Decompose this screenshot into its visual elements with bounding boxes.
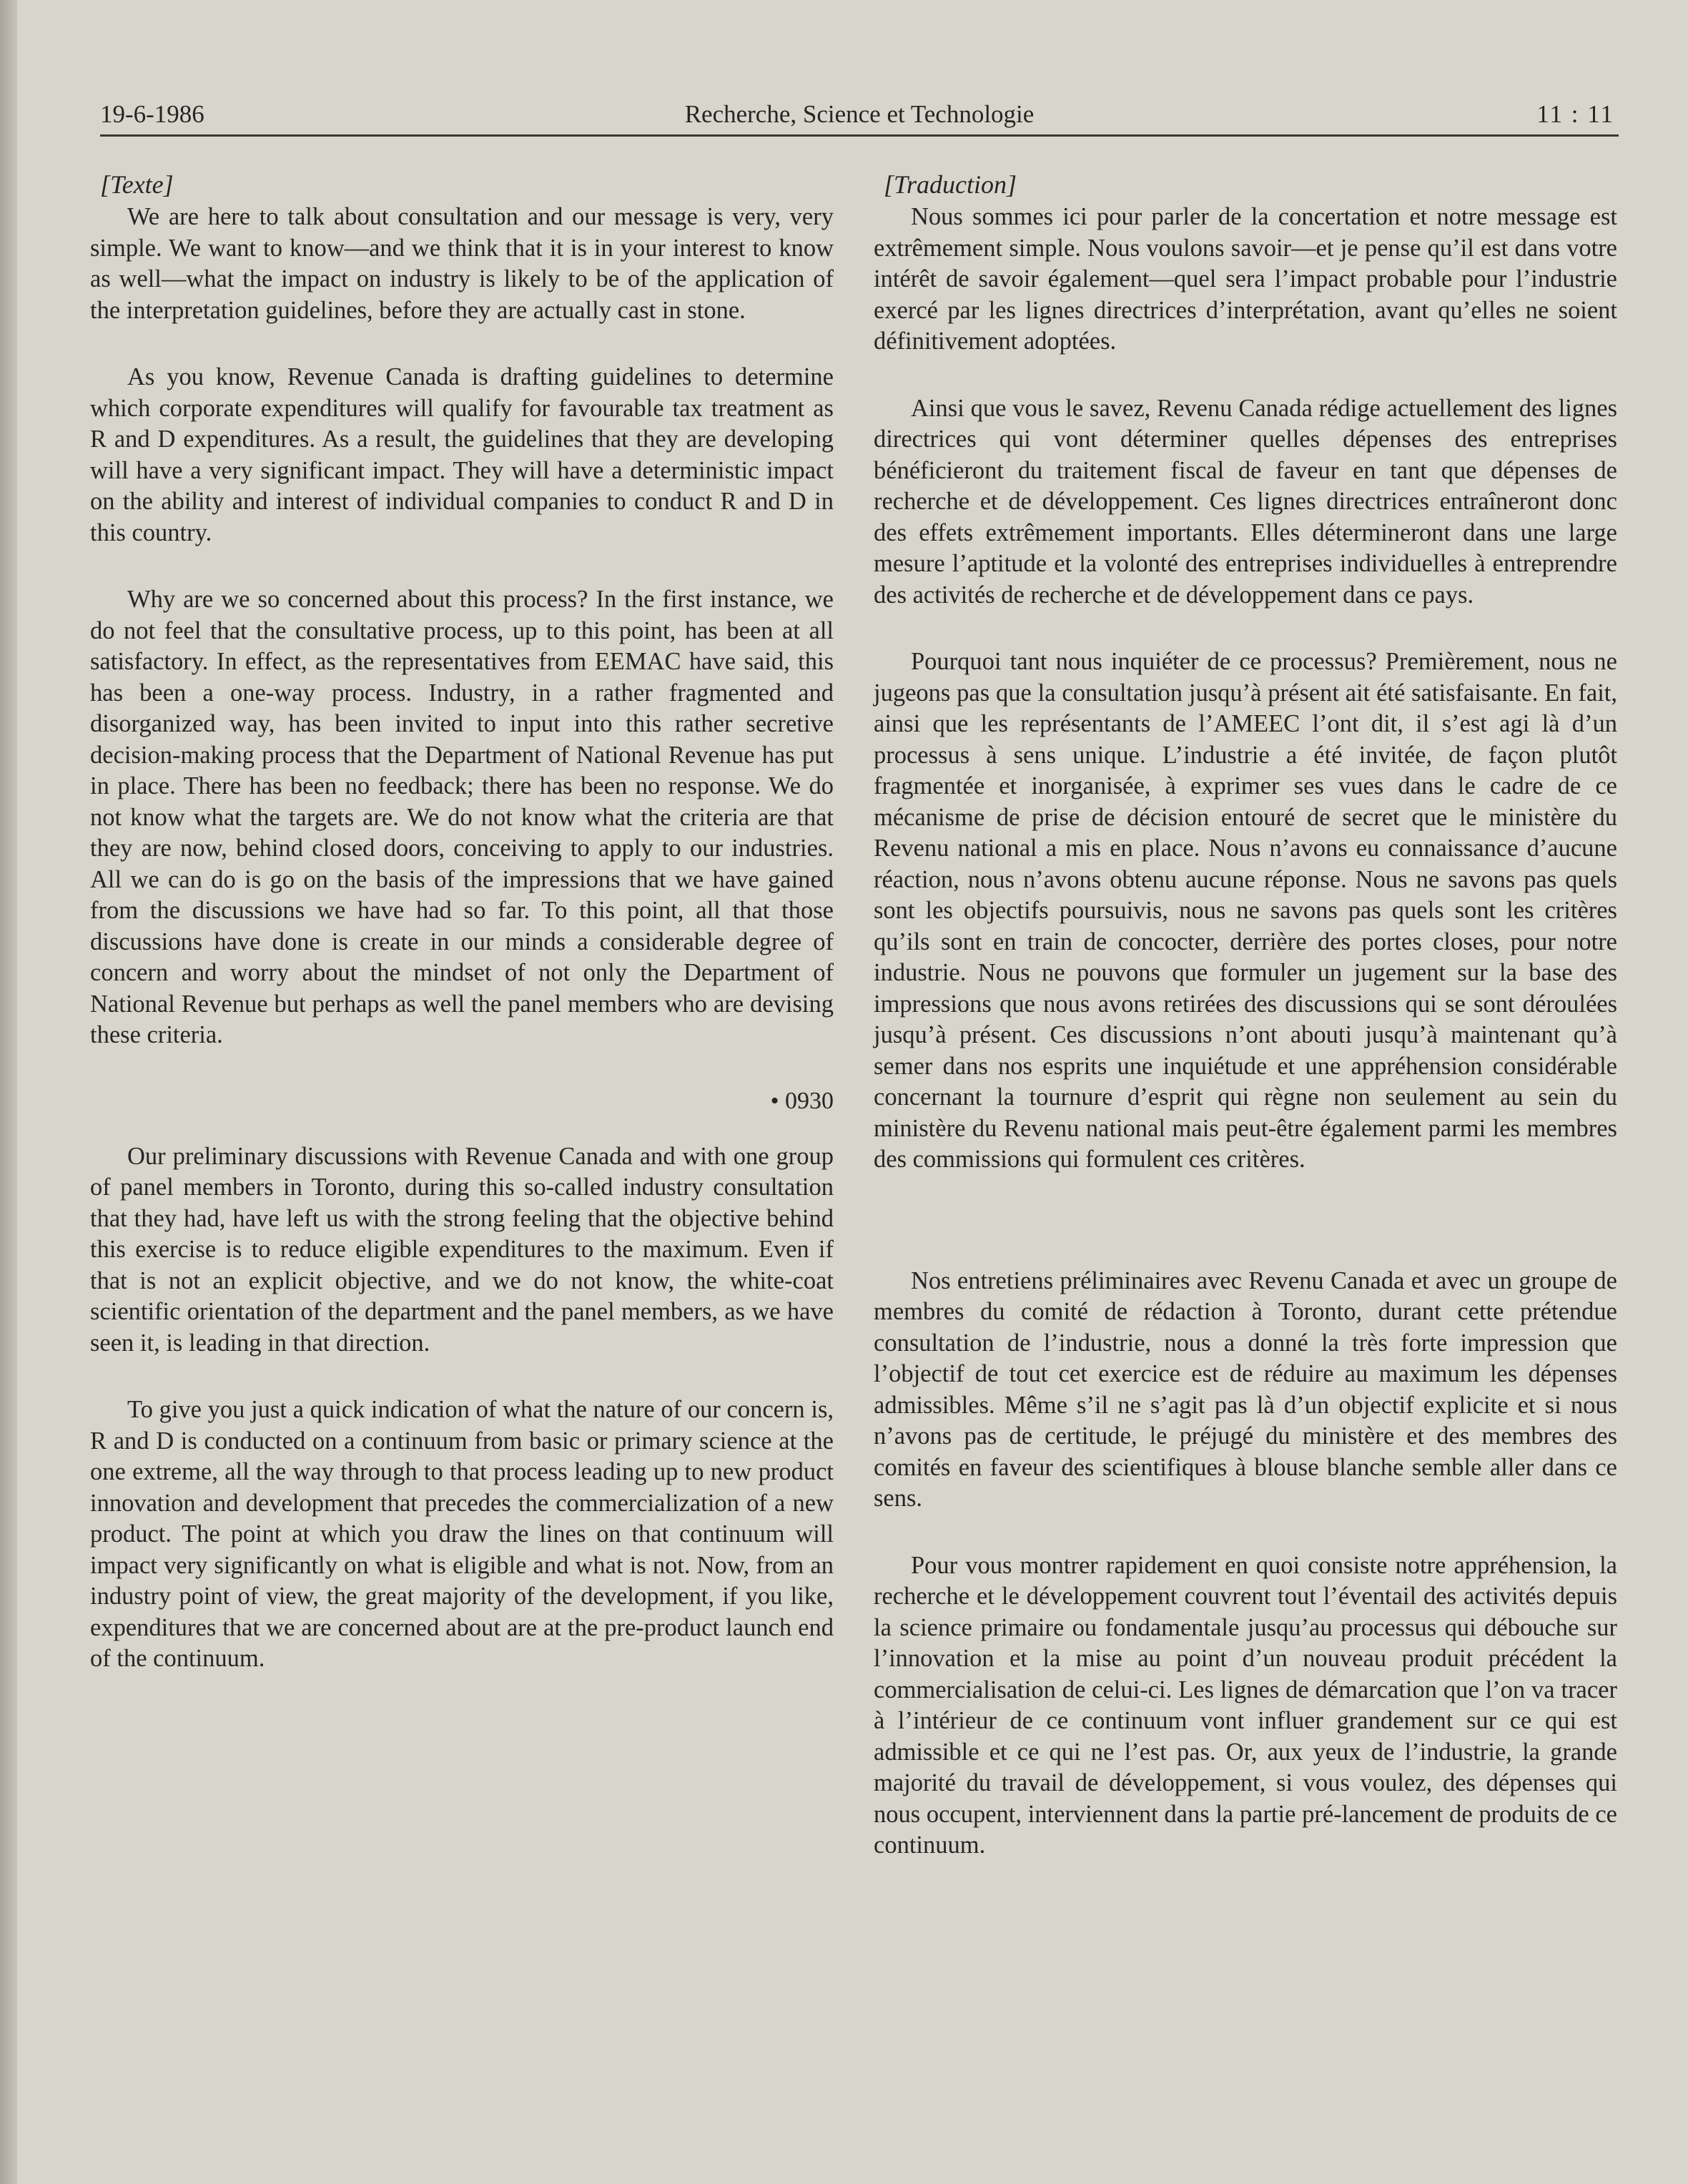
- text-tag: [Texte]: [100, 170, 174, 199]
- header-page-number: 11 : 11: [1536, 100, 1614, 128]
- english-column: [90, 167, 834, 1711]
- time-marker-spacer: [874, 1209, 1617, 1266]
- header-title: Recherche, Science et Technologie: [684, 100, 1035, 128]
- paragraph: As you know, Revenue Canada is drafting guidelines to determine which corporate expenditures will qualify for favourable tax treatment as R and D expenditures. As a result, the guidelines that they are developing will have a very significant impact. They will have a deterministic impact on the ability and interest of individual companies to conduct R and D in this country.: [90, 363, 834, 546]
- paragraph: Our preliminary discussions with Revenue Canada and with one group of panel members in Toronto, during this so-called industry consultation that they had, have left us with the strong feeling that the objective behind this exercise is to reduce eligible expenditures to the maximum. Even if that is not an explicit objective, and we do not know, the white-coat scientific orientation of the department and the panel members, as we have seen it, is leading in that direction.: [90, 1142, 834, 1357]
- french-column: [874, 167, 1617, 1897]
- paragraph: Nous sommes ici pour parler de la concertation et notre message est extrêmement simple. Nous voulons savoir—et je pense qu’il est dans votre intérêt de savoir également—quel sera l’impact probable pour l’industrie exercé par les lignes directrices d’interprétation, avant qu’elles ne soient définitivement adoptées.: [874, 203, 1617, 355]
- paragraph: Pourquoi tant nous inquiéter de ce processus? Premièrement, nous ne jugeons pas que la consultation jusqu’à présent ait été satisfaisante. En fait, ainsi que les représentants de l’AMEEC l’ont dit, il s’est agi là d’un processus à sens unique. L’industrie a été invitée, de façon plutôt fragmentée et inorganisée, à exprimer ses vues dans le cadre de ce mécanisme de prise de décision entouré de secret que le ministère du Revenu national a mis en place. Nous n’avons eu connaissance d’aucune réaction, nous n’avons obtenu aucune réponse. Nous ne savons pas quels sont les objectifs poursuivis, nous ne savons pas quels sont les critères qu’ils sont en train de concocter, derrière des portes closes, pour notre industrie. Nous ne pouvons que formuler un jugement sur la base des impressions que nous avons retirées des discussions qui se sont déroulées jusqu’à présent. Ces discussions n’ont abouti jusqu’à maintenant qu’à semer dans nos esprits une inquiétude et une appréhension considérable concernant la tournure d’esprit qui règne non seulement au sein du ministère du Revenu national mais peut-être également parmi les membres des commissions qui formulent ces critères.: [874, 648, 1617, 1173]
- page-header: [100, 94, 1619, 137]
- translation-tag: [Traduction]: [884, 170, 1017, 199]
- page-binding-edge: [0, 0, 17, 2184]
- paragraph: Why are we so concerned about this process? In the first instance, we do not feel that the consultative process, up to this point, has been at all satisfactory. In effect, as the representatives from EEMAC have said, this has been a one-way process. Industry, in a rather fragmented and disorganized way, has been invited to input into this rather secretive decision-making process that the Department of National Revenue has put in place. There has been no feedback; there has been no response. We do not know what the targets are. We do not know what the criteria are that they are now, behind closed doors, conceiving to apply to our industries. All we can do is go on the basis of the impressions that we have gained from the discussions we have had so far. To this point, all that those discussions have done is create in our minds a considerable degree of concern and worry about the mindset of not only the Department of National Revenue but perhaps as well the panel members who are devising these criteria.: [90, 586, 834, 1048]
- paragraph: Nos entretiens préliminaires avec Revenu Canada et avec un groupe de membres du comité de rédaction à Toronto, durant cette prétendue consultation de l’industrie, nous a donné la très forte impression que l’objectif de tout cet exercice est de réduire au maximum les dépenses admissibles. Même s’il ne s’agit pas là d’un objectif explicite et si nous n’avons pas de certitude, le préjugé du ministère et des membres des comités en faveur des scientifiques à blouse blanche semble aller dans ce sens.: [874, 1266, 1617, 1512]
- paragraph: Ainsi que vous le savez, Revenu Canada rédige actuellement des lignes directrices qui vont déterminer quelles dépenses des entreprises bénéficieront du traitement fiscal de faveur en tant que dépenses de recherche et de développement. Ces lignes directrices entraîneront donc des effets extrêmement importants. Elles détermineront dans une large mesure l’aptitude et la volonté des entreprises individuelles à entreprendre des activités de recherche et de développement dans ce pays.: [874, 394, 1617, 609]
- paragraph: To give you just a quick indication of what the nature of our concern is, R and D is conducted on a continuum from basic or primary science at the one extreme, all the way through to that process leading up to new product innovation and development that precedes the commercialization of a new product. The point at which you draw the lines on that continuum will impact very significantly on what is eligible and what is not. Now, from an industry point of view, the great majority of the development, if you like, expenditures that we are concerned about are at the pre-product launch end of the continuum.: [90, 1396, 834, 1672]
- time-marker: • 0930: [770, 1087, 834, 1114]
- paragraph: Pour vous montrer rapidement en quoi consiste notre appréhension, la recherche et le développement couvrent tout l’éventail des activités depuis la science primaire ou fondamentale jusqu’au processus qui débouche sur l’innovation et la mise au point d’un nouveau produit précédent la commercialisation de celui-ci. Les lignes de démarcation que l’on va tracer à l’intérieur de ce continuum vont influer grandement sur ce qui est admissible et ce qui ne l’est pas. Or, aux yeux de l’industrie, la grande majorité du travail de développement, si vous voulez, des dépenses qui nous occupent, interviennent dans la partie pré-lancement de produits de ce continuum.: [874, 1551, 1617, 1859]
- header-date: 19-6-1986: [100, 100, 204, 128]
- paragraph: We are here to talk about consultation and our message is very, very simple. We want to know—and we think that it is in your interest to know as well—what the impact on industry is likely to be of the application of the interpretation guidelines, before they are actually cast in stone.: [90, 203, 834, 324]
